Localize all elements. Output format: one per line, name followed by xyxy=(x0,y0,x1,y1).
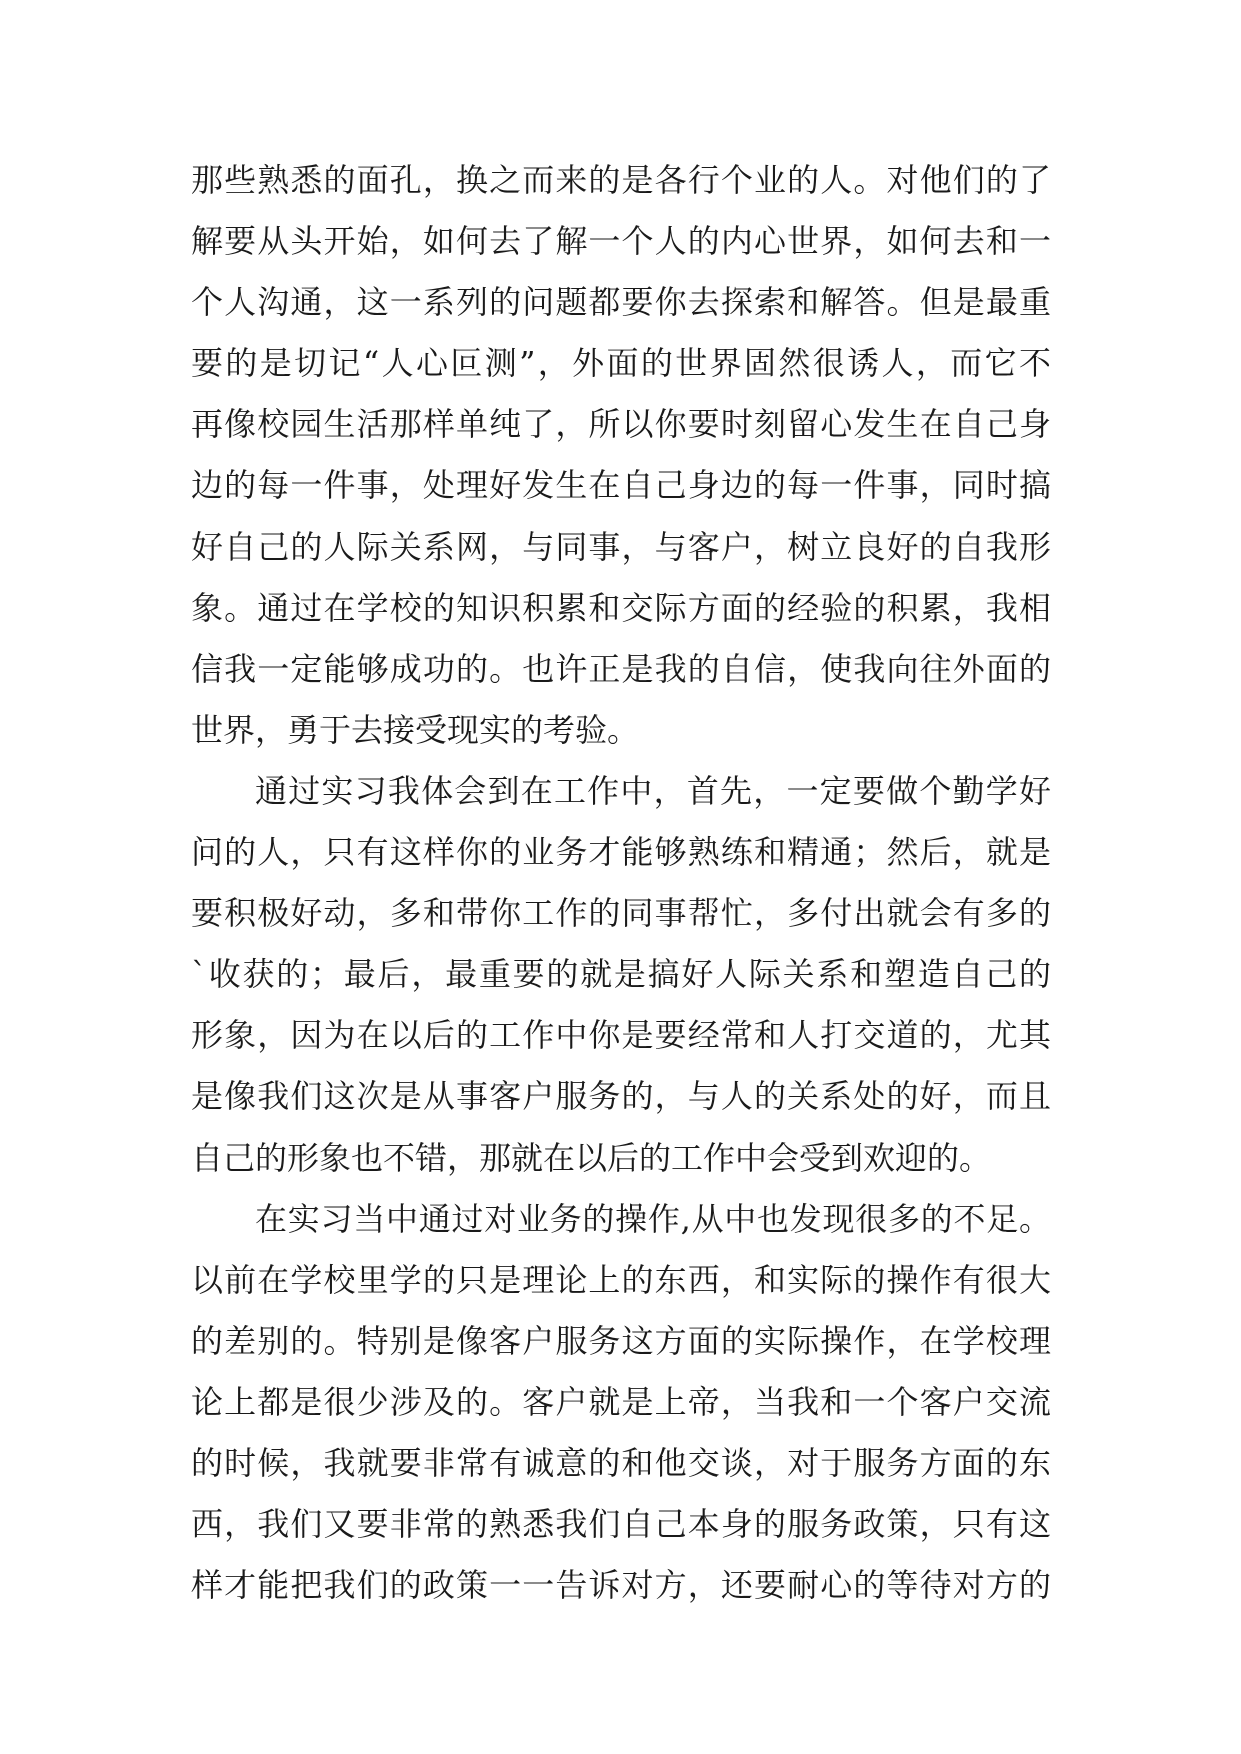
body-text xyxy=(191,150,1051,1616)
text-line: 世界，勇于去接受现实的考验。 xyxy=(191,710,640,749)
text-line: 的差别的。特别是像客户服务这方面的实际操作，在学校理 xyxy=(191,1321,1051,1360)
text-line: 以前在学校里学的只是理论上的东西，和实际的操作有很大 xyxy=(191,1260,1051,1299)
text-line: 信我一定能够成功的。也许正是我的自信，使我向往外面的 xyxy=(191,649,1051,688)
text-line: 解要从头开始，如何去了解一个人的内心世界，如何去和一 xyxy=(191,222,1051,261)
text-line: 形象，因为在以后的工作中你是要经常和人打交道的，尤其 xyxy=(191,1016,1051,1055)
text-line: 是像我们这次是从事客户服务的，与人的关系处的好，而且 xyxy=(191,1077,1051,1116)
text-line: 要的是切记“人心叵测”，外面的世界固然很诱人，而它不 xyxy=(191,344,1051,383)
text-line: 自己的形象也不错，那就在以后的工作中会受到欢迎的。 xyxy=(191,1138,992,1177)
text-line: 边的每一件事，处理好发生在自己身边的每一件事，同时搞 xyxy=(191,466,1051,505)
text-line: `收获的；最后，最重要的就是搞好人际关系和塑造自己的 xyxy=(191,955,1051,994)
text-line: 论上都是很少涉及的。客户就是上帝，当我和一个客户交流 xyxy=(191,1382,1051,1421)
text-line: 的时候，我就要非常有诚意的和他交谈，对于服务方面的东 xyxy=(191,1443,1051,1482)
text-line: 个人沟通，这一系列的问题都要你去探索和解答。但是最重 xyxy=(191,283,1051,322)
text-line: 好自己的人际关系网，与同事，与客户，树立良好的自我形 xyxy=(191,527,1051,566)
paragraph-start-line: 在实习当中通过对业务的操作,从中也发现很多的不足。 xyxy=(255,1199,1051,1238)
text-line: 样才能把我们的政策一一告诉对方，还要耐心的等待对方的 xyxy=(191,1566,1051,1605)
paragraph-start-line: 通过实习我体会到在工作中，首先，一定要做个勤学好 xyxy=(255,771,1051,810)
text-line: 问的人，只有这样你的业务才能够熟练和精通；然后，就是 xyxy=(191,833,1051,872)
text-line: 那些熟悉的面孔，换之而来的是各行个业的人。对他们的了 xyxy=(191,161,1051,199)
text-line: 再像校园生活那样单纯了，所以你要时刻留心发生在自己身 xyxy=(191,405,1051,444)
text-line: 西，我们又要非常的熟悉我们自己本身的服务政策，只有这 xyxy=(191,1505,1051,1544)
text-line: 象。通过在学校的知识积累和交际方面的经验的积累，我相 xyxy=(191,588,1051,627)
text-line: 要积极好动，多和带你工作的同事帮忙，多付出就会有多的 xyxy=(191,894,1051,933)
